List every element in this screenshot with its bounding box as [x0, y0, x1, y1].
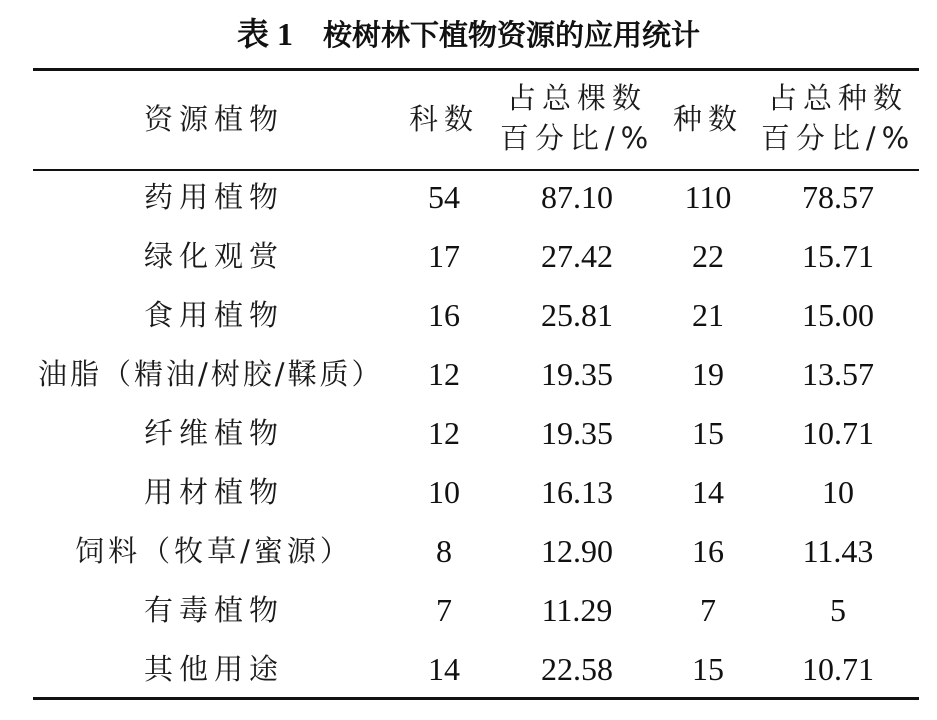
header-species-pct-line2: 百分比/%	[760, 121, 916, 155]
table-row-resource: 用材植物	[143, 475, 285, 509]
table-row-family-pct: 19.35	[541, 356, 613, 392]
header-species: 种数	[672, 102, 744, 136]
table-label: 表 1	[236, 16, 293, 52]
table-row-family-pct: 19.35	[541, 415, 613, 451]
header-species-pct-line1: 占总种数	[767, 81, 909, 115]
table-row-family-pct: 11.29	[541, 592, 613, 628]
table-row-species: 16	[692, 533, 724, 569]
header-families: 科数	[408, 102, 480, 136]
table-row-families: 16	[428, 297, 460, 333]
table-row-species: 7	[700, 592, 716, 628]
table-row-species-pct: 11.43	[802, 533, 874, 569]
table-row-resource: 其他用途	[143, 652, 285, 686]
table-row-family-pct: 25.81	[541, 297, 613, 333]
top-rule	[33, 68, 919, 71]
header-resource: 资源植物	[143, 102, 285, 136]
table-row-families: 14	[428, 651, 460, 687]
table-row-species-pct: 15.00	[802, 297, 874, 333]
table-row-family-pct: 22.58	[541, 651, 613, 687]
table-row-families: 10	[428, 474, 460, 510]
table-row-resource: 食用植物	[143, 298, 285, 332]
table-row-species: 15	[692, 415, 724, 451]
table-row-resource: 油脂（精油/树胶/鞣质）	[38, 357, 384, 391]
table-row-families: 12	[428, 356, 460, 392]
table-row-family-pct: 87.10	[541, 179, 613, 215]
table-caption	[0, 14, 937, 55]
table-row-species: 19	[692, 356, 724, 392]
table-row-family-pct: 27.42	[541, 238, 613, 274]
table-row-resource: 纤维植物	[143, 416, 285, 450]
table-row-species-pct: 15.71	[802, 238, 874, 274]
table-row-family-pct: 12.90	[541, 533, 613, 569]
header-species-pct	[761, 78, 915, 158]
table-row-species-pct: 10.71	[802, 415, 874, 451]
table-row-species-pct: 78.57	[802, 179, 874, 215]
table-row-families: 12	[428, 415, 460, 451]
table-row-species: 22	[692, 238, 724, 274]
table-row-species: 15	[692, 651, 724, 687]
header-family-pct-line2: 百分比/%	[499, 121, 655, 155]
table-row-families: 8	[436, 533, 452, 569]
table-row-family-pct: 16.13	[541, 474, 613, 510]
table-row-families: 54	[428, 179, 460, 215]
table-row-species-pct: 13.57	[802, 356, 874, 392]
header-family-pct	[500, 78, 654, 158]
table-row-families: 17	[428, 238, 460, 274]
table-row-resource: 绿化观赏	[143, 239, 285, 273]
header-rule	[33, 169, 919, 171]
table-row-species-pct: 5	[830, 592, 846, 628]
table-title: 桉树林下植物资源的应用统计	[323, 18, 701, 52]
table-row-families: 7	[436, 592, 452, 628]
table-row-resource: 有毒植物	[143, 593, 285, 627]
bottom-rule	[33, 697, 919, 700]
table-row-resource: 药用植物	[143, 180, 285, 214]
table-row-resource: 饲料（牧草/蜜源）	[75, 534, 353, 568]
table-row-species: 21	[692, 297, 724, 333]
header-family-pct-line1: 占总棵数	[506, 81, 648, 115]
table-row-species: 14	[692, 474, 724, 510]
table-row-species-pct: 10.71	[802, 651, 874, 687]
table-row-species-pct: 10	[822, 474, 854, 510]
table-row-species: 110	[684, 179, 732, 215]
